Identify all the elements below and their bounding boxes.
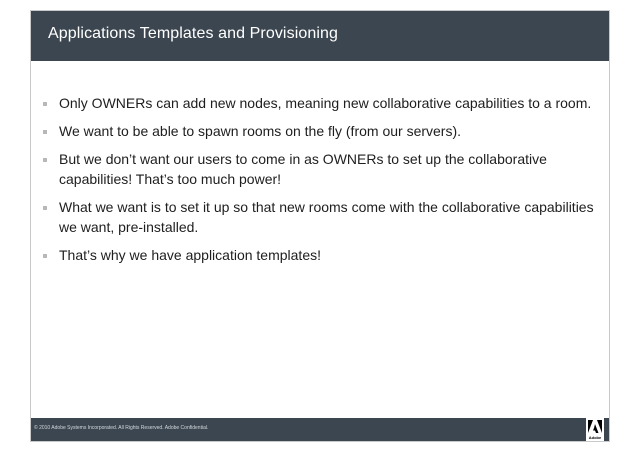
bullet-list: [39, 93, 594, 273]
bullet-square-icon: [43, 254, 47, 258]
bullet-item: [39, 197, 594, 237]
bullet-text: Only OWNERs can add new nodes, meaning new collaborative capabilities to a room.: [59, 95, 592, 111]
bullet-square-icon: [43, 206, 47, 210]
adobe-logo-icon: [588, 420, 602, 433]
bullet-text: What we want is to set it up so that new rooms come with the collaborative capabilities we want, pre-installed.: [59, 199, 594, 235]
bullet-text: That’s why we have application templates!: [59, 247, 321, 263]
bullet-square-icon: [43, 130, 47, 134]
bullet-item: [39, 121, 594, 141]
adobe-wordmark: Adobe: [588, 435, 602, 440]
bullet-text: We want to be able to spawn rooms on the fly (from our servers).: [59, 123, 462, 139]
bullet-square-icon: [43, 102, 47, 106]
bullet-item: [39, 93, 594, 113]
footer-bar: [31, 418, 609, 441]
adobe-logo: [586, 418, 604, 441]
title-bar: [31, 11, 609, 61]
slide-title: Applications Templates and Provisioning: [48, 25, 338, 42]
slide: [30, 10, 610, 442]
bullet-text: But we don’t want our users to come in as OWNERs to set up the collaborative capabilities! That’s too much power!: [59, 151, 547, 187]
bullet-item: [39, 245, 594, 265]
bullet-item: [39, 149, 594, 189]
copyright-text: © 2010 Adobe Systems Incorporated. All Rights Reserved. Adobe Confidential.: [34, 425, 209, 431]
bullet-square-icon: [43, 158, 47, 162]
